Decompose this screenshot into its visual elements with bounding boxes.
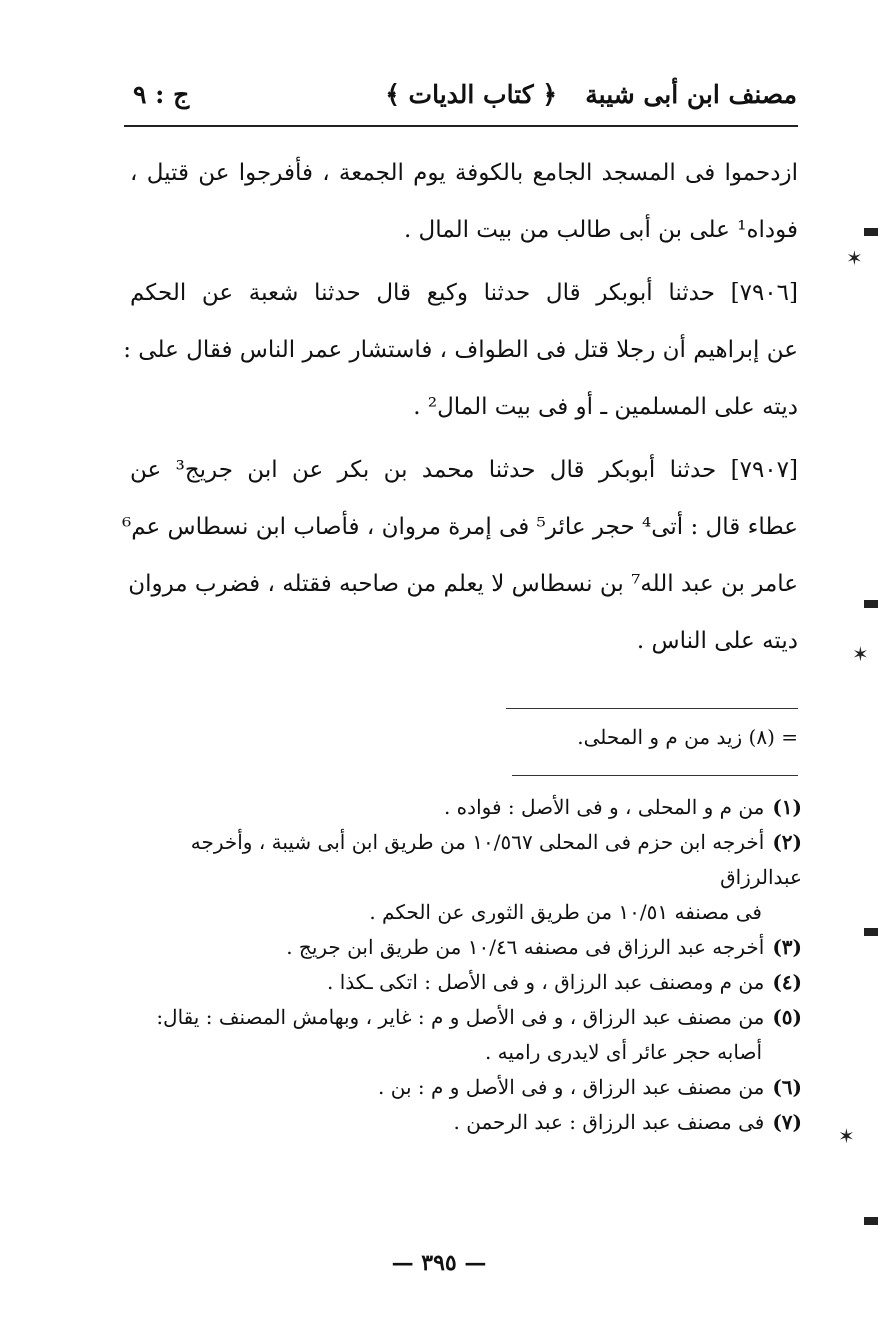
text-line: [٧٩٠٧] حدثنا أبوبكر قال حدثنا محمد بن بكر عن ابن جريج³ عن <box>130 457 798 483</box>
text-line: ديته على المسلمين ـ أو فى بيت المال² . <box>413 394 798 420</box>
running-header <box>125 70 797 126</box>
text-line: عن إبراهيم أن رجلا قتل فى الطواف ، فاستشار عمر الناس فقال على : <box>123 337 798 363</box>
footnote-number: (٢) <box>772 830 802 854</box>
footnote-text-continued: أصابه حجر عائر أى لايدرى راميه . <box>484 1040 762 1064</box>
footnote <box>130 930 802 965</box>
binding-mark <box>864 1217 878 1225</box>
footnote <box>130 1105 802 1140</box>
footnote-text: من م ومصنف عبد الرزاق ، و فى الأصل : اتكى ـكذا . <box>327 970 765 994</box>
footnote-number: (٤) <box>772 970 802 994</box>
volume-number: ج : ٩ <box>133 80 190 109</box>
footnote-number: (١) <box>772 795 802 819</box>
footnote <box>130 825 802 930</box>
text-line: عامر بن عبد الله⁷ بن نسطاس لا يعلم من صاحبه فقتله ، فضرب مروان <box>128 571 798 597</box>
footnote-divider <box>506 708 798 709</box>
text-line: ازدحموا فى المسجد الجامع بالكوفة يوم الجمعة ، فأفرجوا عن قتيل ، <box>130 160 798 186</box>
header-divider <box>124 125 798 127</box>
footnote-text: من مصنف عبد الرزاق ، و فى الأصل و م : غاير ، وبهامش المصنف : يقال: <box>156 1005 765 1029</box>
footnote <box>130 1000 802 1070</box>
footnote-number: (٧) <box>772 1110 802 1134</box>
footnote-number: (٥) <box>772 1005 802 1029</box>
binding-mark <box>864 228 878 236</box>
footnote <box>130 965 802 1000</box>
footnote-continuation: = (٨) زيد من م و المحلى. <box>577 725 798 749</box>
chapter-title: ﴿ كتاب الديات ﴾ <box>385 80 557 109</box>
footnote-text: أخرجه عبد الرزاق فى مصنفه ١٠/٤٦ من طريق ابن جريج . <box>286 935 765 959</box>
text-line: عطاء قال : أتى⁴ حجر عائر⁵ فى إمرة مروان ، فأصاب ابن نسطاس عم⁶ <box>121 514 798 540</box>
footnote-number: (٦) <box>772 1075 802 1099</box>
binding-mark <box>864 928 878 936</box>
binding-star-icon: ✶ <box>846 246 863 270</box>
footnote <box>130 1070 802 1105</box>
footnote-divider <box>512 775 798 776</box>
footnote-text-continued: فى مصنفه ١٠/٥١ من طريق الثورى عن الحكم . <box>369 900 762 924</box>
footnote-text: من مصنف عبد الرزاق ، و فى الأصل و م : بن . <box>378 1075 765 1099</box>
footnote-text: فى مصنف عبد الرزاق : عبد الرحمن . <box>453 1110 765 1134</box>
page-number: — ٣٩٥ — <box>391 1250 487 1276</box>
footnote-text: أخرجه ابن حزم فى المحلى ١٠/٥٦٧ من طريق ابن أبى شيبة ، وأخرجه عبدالرزاق <box>190 830 802 889</box>
binding-mark <box>864 600 878 608</box>
book-title: مصنف ابن أبى شيبة <box>585 80 797 109</box>
footnotes <box>130 790 802 1140</box>
footnote-text: من م و المحلى ، و فى الأصل : فواده . <box>443 795 765 819</box>
binding-star-icon: ✶ <box>852 642 869 666</box>
footnote-number: (٣) <box>772 935 802 959</box>
text-line: ديته على الناس . <box>636 628 798 654</box>
main-text <box>121 145 798 670</box>
text-line: [٧٩٠٦] حدثنا أبوبكر قال حدثنا وكيع قال حدثنا شعبة عن الحكم <box>130 280 798 306</box>
binding-star-icon: ✶ <box>838 1124 855 1148</box>
text-line: فوداه¹ على بن أبى طالب من بيت المال . <box>403 217 798 243</box>
footnote <box>130 790 802 825</box>
